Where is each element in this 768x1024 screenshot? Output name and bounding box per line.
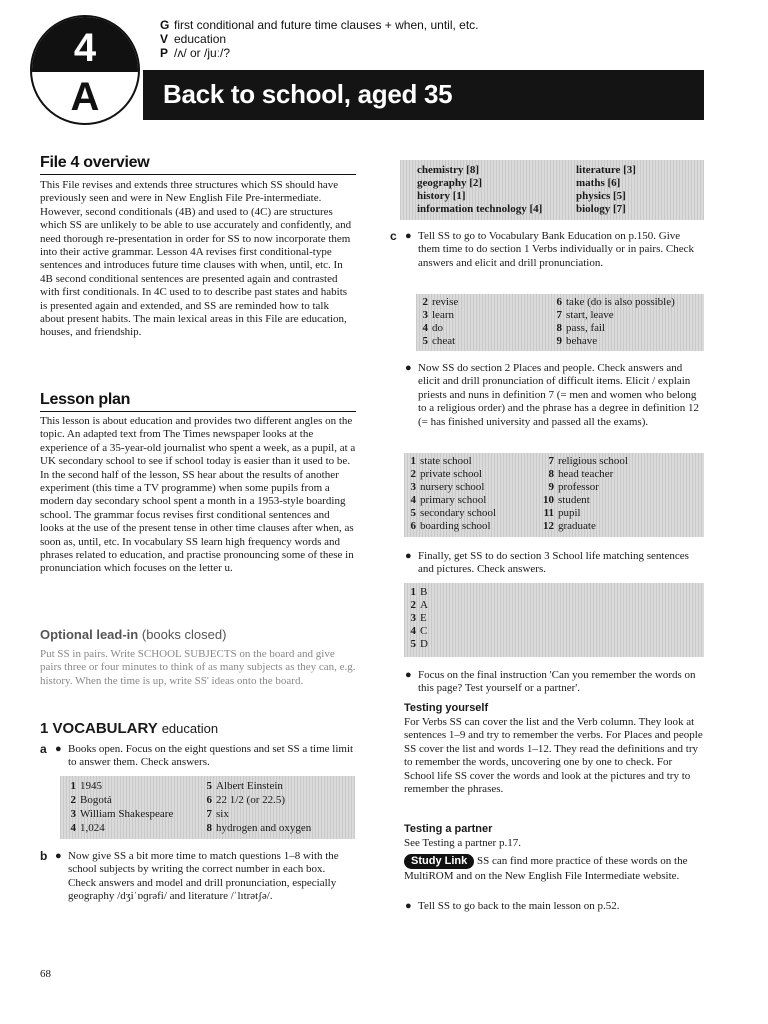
unit-letter: A: [70, 75, 100, 119]
answers-a-box: 1 1945 5 Albert Einstein 2 Bogotá 6 22 1/2 (or 22.5) 3 William Shakespeare 7 six 4 1,024 8 hydrogen and oxygen: [60, 776, 355, 839]
lesson-plan-text: This lesson is about education and provides two different angles on the topic. An adapted text from The Times newspaper looks at the experience of a 35-year-old journalist who spent a week, as a pupil, at a UK secondary school to see if school today is easier than it used to be. In the second half of the lesson, SS hear about the results of another experiment (this time a TV programme) when some pupils from a modern day secondary school spent a month in a 1953-style boarding school. The grammar focus revises first conditional sentences and looks at the use of the present tense in other time clauses after when, as soon as, until, etc. In vocabulary SS learn high frequency words and phrases related to education, and practise pronouncing some of these in pronunciation which focuses on the letter u.: [40, 415, 356, 575]
bullet: ●: [405, 900, 412, 912]
places-box: 1 state school 7 religious school 2 private school 8 head teacher 3 nursery school 9 professor 4 primary school 10 student 5 secondary school 11 pupil 6 boarding school 12 graduate: [404, 453, 704, 537]
bullet: ●: [405, 550, 412, 562]
bullet: ●: [405, 230, 412, 242]
overview-heading: File 4 overview: [40, 154, 356, 175]
lead-in-text: Put SS in pairs. Write SCHOOL SUBJECTS on the board and give pairs three or four minutes to think of as many subjects as they can, e.g. history. When the time is up, write SS' ideas onto the board.: [40, 648, 356, 687]
places-instructions: Now SS do section 2 Places and people. Check answers and elicit and drill pronunciation of difficult items. Elicit / explain priests and nuns in definition 7 (= men and women who belong to a religious order) and the phrase has a degree in definition 12 (= has finished university and passed all the exams).: [418, 362, 700, 428]
bullet: ●: [55, 850, 62, 862]
testing-yourself-heading: Testing yourself: [404, 702, 489, 714]
title-bar: [143, 70, 704, 120]
vocabulary-heading: 1 VOCABULARY education: [40, 720, 219, 737]
final-instruction: Focus on the final instruction 'Can you remember the words on this page? Test yourself or a partner'.: [418, 669, 696, 695]
testing-partner-text: See Testing a partner p.17.: [404, 837, 521, 849]
subjects-box: chemistry [8] literature [3] geography [2] maths [6] history [1] physics [5] information technology [4] biology [7]: [400, 160, 704, 220]
exercise-a-mark: a: [40, 742, 47, 756]
school-life-box: 1 B 2 A 3 E 4 C 5 D: [404, 583, 704, 657]
exercise-b-mark: b: [40, 849, 48, 863]
study-link-text: SS can find more practice of these words on the MultiROM and on the New English File Intermediate website.: [404, 855, 688, 882]
unit-badge: [30, 15, 140, 125]
overview-text: This File revises and extends three structures which SS should have previously seen and were in New English File Pre-intermediate. However, second conditionals (4B) and used to (4C) are structures which SS are unlikely to be able to use accurately and confidently, and need thorough re-presentation in order for SS to now incorporate them into their active grammar. Lesson 4A revises first conditional-type sentences and introduces future time clauses with when, until, etc. In 4B second conditional sentences are presented again and contrasted with first conditionals. In 4C used to to describe past states and habits is presented again and extended, and SS are reminded how to talk about present habits. The main lexical areas in this File are education, houses, and friendship.: [40, 179, 352, 339]
back-to-lesson: Tell SS to go back to the main lesson on p.52.: [418, 900, 620, 912]
lead-in-heading: Optional lead-in (books closed): [40, 627, 227, 642]
bullet: ●: [405, 362, 412, 374]
lesson-plan-heading: Lesson plan: [40, 391, 356, 412]
school-life-instructions: Finally, get SS to do section 3 School life matching sentences and pictures. Check answers.: [418, 550, 689, 576]
testing-partner-heading: Testing a partner: [404, 823, 493, 835]
exercise-b-text: Now give SS a bit more time to match questions 1–8 with the school subjects by writing the correct number in each box. Check answers and model and drill pronunciation, especially geography /dʒiˈɒɡrəfi/ and literature /ˈlɪtrətʃə/.: [68, 850, 339, 903]
vocab-line: V education: [160, 32, 227, 46]
study-link-badge[interactable]: Study Link: [404, 854, 474, 869]
testing-yourself-text: For Verbs SS can cover the list and the Verb column. They look at sentences 1–9 and try to remember the verbs. For Places and people SS cover the list and words 1–12. They read the definitions and try to remember the words, uncovering one by one to check. For School life SS cover the words and look at the pictures and try to remember the phrases.: [404, 716, 703, 796]
bullet: ●: [405, 669, 412, 681]
page-title: Back to school, aged 35: [163, 79, 453, 109]
verbs-box: 2 revise 6 take (do is also possible) 3 learn 7 start, leave 4 do 8 pass, fail 5 cheat 9 behave: [416, 294, 704, 351]
study-link-paragraph: [404, 854, 704, 883]
exercise-c-mark: c: [390, 229, 397, 243]
bullet: ●: [55, 743, 62, 755]
exercise-c-text: Tell SS to go to Vocabulary Bank Education on p.150. Give them time to do section 1 Verbs individually or in pairs. Check answers and elicit and drill pronunciation.: [418, 230, 694, 269]
page-number: 68: [40, 968, 51, 980]
grammar-line: G first conditional and future time clauses + when, until, etc.: [160, 18, 479, 32]
pron-line: P /ʌ/ or /juː/?: [160, 46, 231, 60]
exercise-a-text: Books open. Focus on the eight questions and set SS a time limit to answer them. Check answers.: [68, 743, 354, 769]
unit-number: 4: [73, 26, 97, 70]
